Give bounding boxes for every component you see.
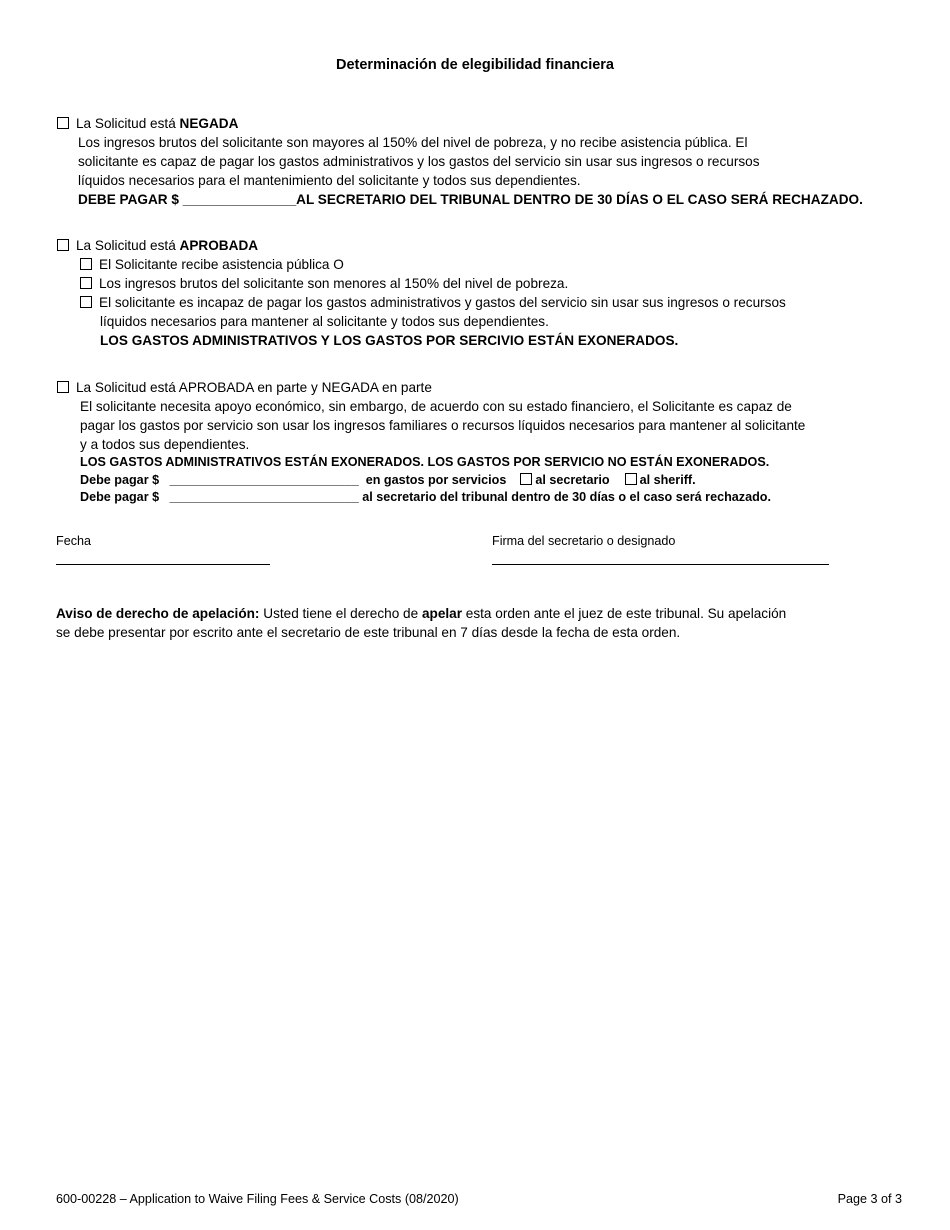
footer-page-number: Page 3 of 3 <box>837 1192 902 1206</box>
approved-option-3-text: El solicitante es incapaz de pagar los gastos administrativos y gastos del servicio sin usar sus ingresos o recursos <box>99 295 786 310</box>
approved-label-bold: APROBADA <box>179 238 259 253</box>
unable-to-pay-checkbox[interactable] <box>80 296 92 308</box>
approved-option-3-line-2: líquidos necesarios para mantener al solicitante y todos sus dependientes. <box>100 314 549 329</box>
appeal-text-1: Usted tiene el derecho de <box>259 606 422 621</box>
partial-para-line-2: pagar los gastos por servicio son usar los ingresos familiares o recursos líquidos necesarios para mantener al solicitante <box>80 418 806 433</box>
approved-checkbox[interactable] <box>57 239 69 251</box>
appeal-notice-line-1 <box>56 604 786 623</box>
approved-label-text: La Solicitud está <box>76 238 180 253</box>
approved-sub-option-3 <box>80 293 786 312</box>
clerk-signature-line[interactable] <box>492 564 829 565</box>
date-line[interactable] <box>56 564 270 565</box>
pay-to-sheriff-checkbox[interactable] <box>625 473 637 485</box>
approved-option <box>57 236 258 255</box>
approved-sub-option-2 <box>80 274 568 293</box>
partial-option <box>57 378 432 397</box>
denied-label-text: La Solicitud está <box>76 116 180 131</box>
partial-para-line-3: y a todos sus dependientes. <box>80 437 250 452</box>
denied-option <box>57 114 238 133</box>
partial-waived-notice: LOS GASTOS ADMINISTRATIVOS ESTÁN EXONERADOS. LOS GASTOS POR SERVICIO NO ESTÁN EXONERADOS. <box>80 455 770 469</box>
denied-para-line-1: Los ingresos brutos del solicitante son mayores al 150% del nivel de pobreza, y no recibe asistencia pública. El <box>78 135 748 150</box>
denied-para-line-3: líquidos necesarios para el mantenimiento del solicitante y todos sus dependientes. <box>78 173 581 188</box>
partial-para-line-1: El solicitante necesita apoyo económico, sin embargo, de acuerdo con su estado financiero, el Solicitante es capaz de <box>80 399 792 414</box>
denied-checkbox[interactable] <box>57 117 69 129</box>
denied-must-pay: DEBE PAGAR $ _______________AL SECRETARIO DEL TRIBUNAL DENTRO DE 30 DÍAS O EL CASO SERÁ RECHAZADO. <box>78 192 863 207</box>
partial-pay-clerk-line: Debe pagar $ ___________________________ al secretario del tribunal dentro de 30 días o el caso será rechazado. <box>80 490 771 504</box>
denied-label-bold: NEGADA <box>179 116 239 131</box>
approved-option-2-text: Los ingresos brutos del solicitante son menores al 150% del nivel de pobreza. <box>99 276 569 291</box>
clerk-signature-label: Firma del secretario o designado <box>492 534 676 548</box>
denied-para-line-2: solicitante es capaz de pagar los gastos administrativos y los gastos del servicio sin usar sus ingresos o recursos <box>78 154 760 169</box>
pay-service-amount-text: Debe pagar $ ___________________________ en gastos por servicios <box>80 473 507 487</box>
appeal-text-2: esta orden ante el juez de este tribunal. Su apelación <box>462 606 787 621</box>
page-title: Determinación de elegibilidad financiera <box>336 57 614 73</box>
pay-to-clerk-label: al secretario <box>535 473 610 487</box>
footer-form-id: 600-00228 – Application to Waive Filing Fees & Service Costs (08/2020) <box>56 1192 459 1206</box>
public-assistance-checkbox[interactable] <box>80 258 92 270</box>
income-below-checkbox[interactable] <box>80 277 92 289</box>
approved-option-1-text: El Solicitante recibe asistencia pública O <box>99 257 344 272</box>
partial-label-text: La Solicitud está APROBADA en parte y NEGADA en parte <box>76 380 432 395</box>
date-label: Fecha <box>56 534 92 548</box>
appeal-notice-line-2: se debe presentar por escrito ante el secretario de este tribunal en 7 días desde la fecha de esta orden. <box>56 625 681 640</box>
appeal-heading: Aviso de derecho de apelación: <box>56 606 260 621</box>
approved-sub-option-1 <box>80 255 344 274</box>
partial-checkbox[interactable] <box>57 381 69 393</box>
approved-waived-notice: LOS GASTOS ADMINISTRATIVOS Y LOS GASTOS POR SERCIVIO ESTÁN EXONERADOS. <box>100 333 679 348</box>
pay-to-sheriff-label: al sheriff. <box>639 473 696 487</box>
pay-to-clerk-checkbox[interactable] <box>520 473 532 485</box>
appeal-bold-word: apelar <box>421 606 463 621</box>
